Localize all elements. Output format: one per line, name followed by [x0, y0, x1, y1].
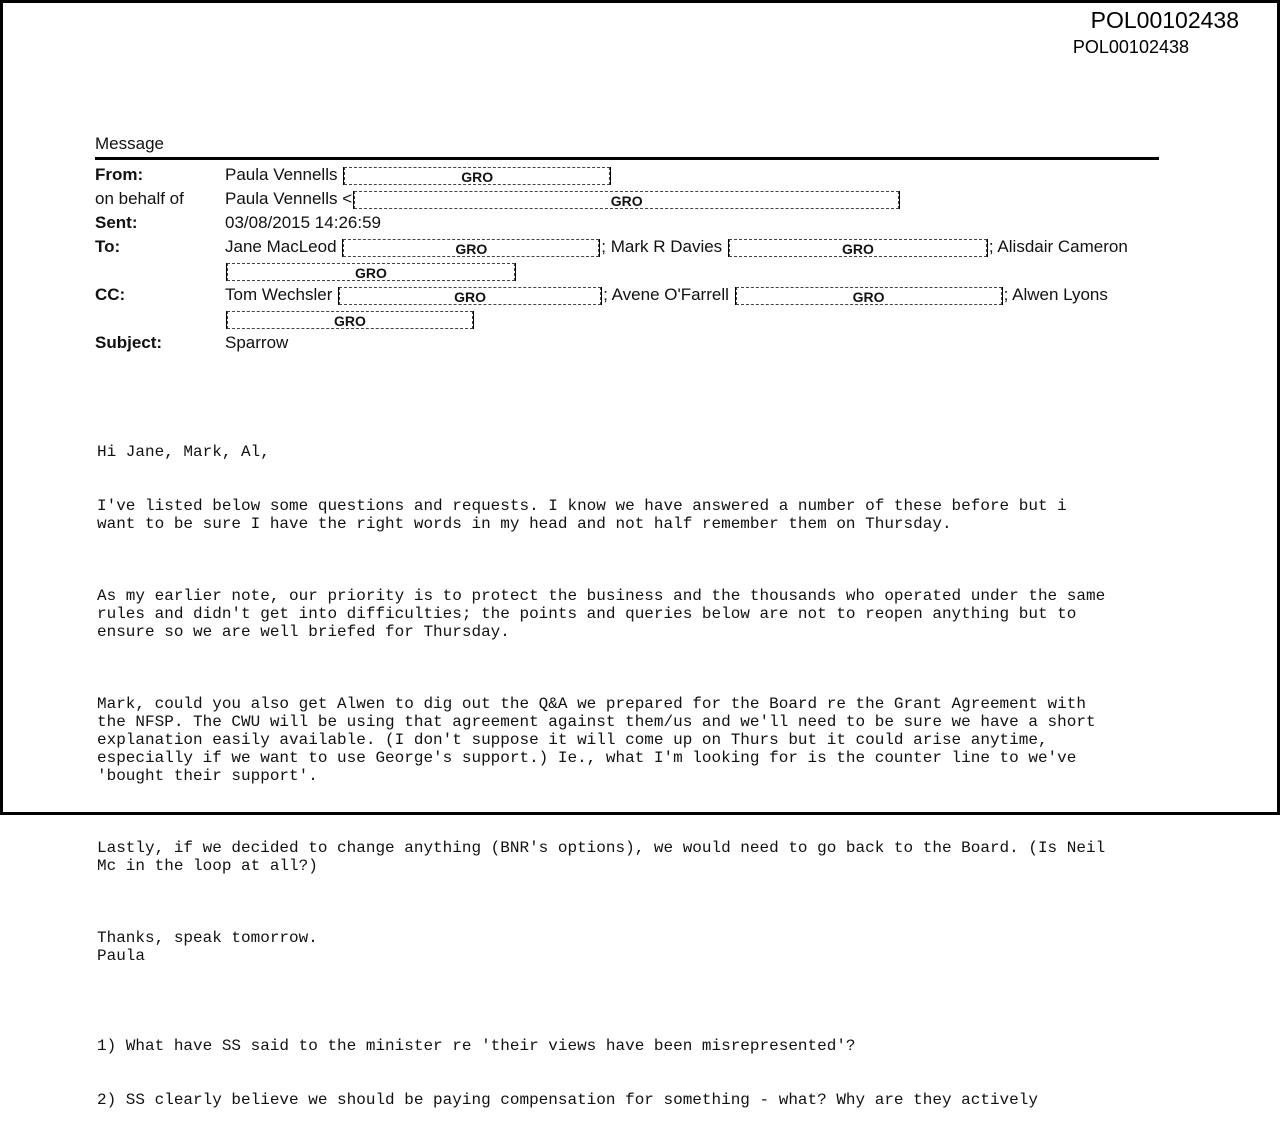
redaction-box: GRO [736, 287, 1002, 305]
to-label: To: [95, 237, 121, 256]
cc-recipient: ; Alwen Lyons [1003, 285, 1108, 304]
from-row [95, 163, 1165, 187]
subject-value: Sparrow [225, 333, 289, 352]
body-paragraph: I've listed below some questions and requests. I know we have answered a number of these before but i want to be sure I have the right words in my head and not half remember them on Thursday. [97, 497, 1067, 533]
behalf-name: Paula Vennells < [225, 189, 353, 208]
redaction-box: GRO [343, 239, 599, 257]
redaction-box: GRO [227, 311, 473, 329]
body-paragraph: Mark, could you also get Alwen to dig out the Q&A we prepared for the Board re the Grant Agreement with the NFSP. The CWU will be using that agreement against them/us and we'll need to be sure we have a short explanation easily available. (I don't suppose it will come up on Thurs but it could arise anytime, especially if we want to use George's support.) Ie., what I'm looking for is the counter line to we've 'bought their support'. [97, 695, 1096, 785]
to-recipient: Jane MacLeod [225, 237, 337, 256]
list-item: 1) What have SS said to the minister re 'their views have been misrepresented'? [97, 1037, 856, 1055]
cc-recipient: ; Avene O'Farrell [603, 285, 729, 304]
signoff: Thanks, speak tomorrow. Paula [97, 929, 318, 965]
cc-label: CC: [95, 285, 126, 304]
cc-row-continued [95, 307, 1165, 331]
control-number-secondary: POL00102438 [1072, 37, 1189, 57]
subject-label: Subject: [95, 333, 163, 352]
redaction-box: GRO [227, 263, 515, 281]
to-row-continued [95, 259, 1165, 283]
sent-value: 03/08/2015 14:26:59 [225, 213, 381, 232]
cc-value [225, 283, 1108, 307]
from-label: From: [95, 165, 144, 184]
behalf-value [225, 187, 901, 211]
sent-row [95, 211, 1165, 235]
email-header [95, 163, 1165, 355]
to-value [225, 235, 1128, 259]
redaction-box: GRO [344, 167, 610, 185]
header-divider [95, 157, 1159, 160]
redaction-box: GRO [354, 191, 899, 209]
message-label: Message [95, 134, 164, 153]
body-paragraph: Lastly, if we decided to change anything (BNR's options), we would need to go back to the Board. (Is Neil Mc in the loop at all?) [97, 839, 1106, 875]
from-name: Paula Vennells [225, 165, 338, 184]
behalf-label: on behalf of [95, 189, 184, 208]
subject-row [95, 331, 1165, 355]
behalf-row [95, 187, 1165, 211]
email-body [97, 407, 1177, 1145]
greeting: Hi Jane, Mark, Al, [97, 443, 270, 461]
to-recipient: ; Mark R Davies [601, 237, 723, 256]
cc-recipient: Tom Wechsler [225, 285, 333, 304]
body-paragraph: As my earlier note, our priority is to protect the business and the thousands who operated under the same rules and didn't get into difficulties; the points and queries below are not to reopen anything but to ensure so we are well briefed for Thursday. [97, 587, 1106, 641]
to-row [95, 235, 1165, 259]
from-value [225, 163, 612, 187]
redaction-box: GRO [729, 239, 987, 257]
to-recipient: ; Alisdair Cameron [988, 237, 1128, 256]
cc-row [95, 283, 1165, 307]
redaction-box: GRO [339, 287, 601, 305]
control-number: POL00102438 [1090, 7, 1239, 33]
sent-label: Sent: [95, 213, 138, 232]
list-item: 2) SS clearly believe we should be paying compensation for something - what? Why are they actively [97, 1091, 1038, 1109]
